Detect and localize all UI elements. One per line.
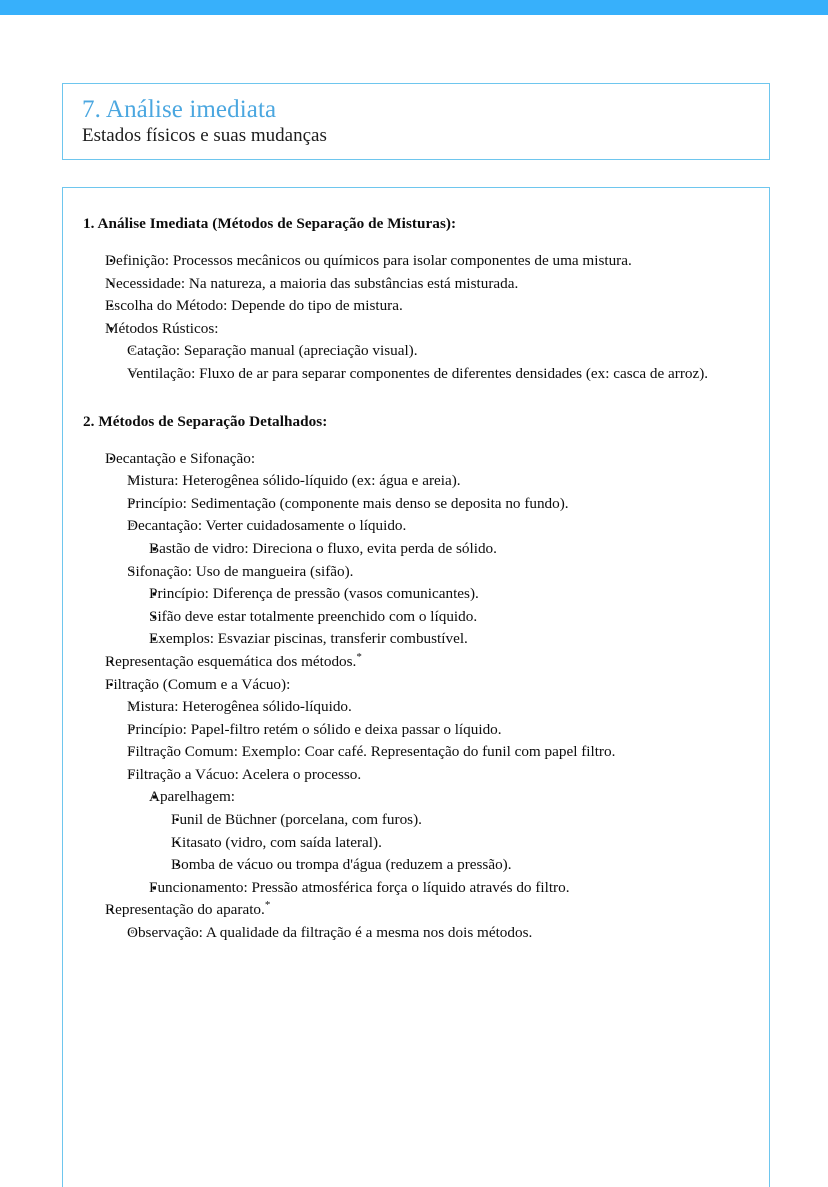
bullet-list-level-2 xyxy=(105,340,749,385)
list-item xyxy=(105,741,749,764)
page-title: 7. Análise imediata xyxy=(82,96,277,123)
list-item-text: ◦ Observação: A qualidade da filtração é a mesma nos dois métodos. xyxy=(127,922,749,945)
list-item xyxy=(83,899,749,944)
list-item xyxy=(127,583,749,606)
list-item xyxy=(105,340,749,363)
list-item-text: • Kitasato (vidro, com saída lateral). xyxy=(171,832,749,855)
list-item-text: ▪ Sifão deve estar totalmente preenchido com o líquido. xyxy=(149,606,749,629)
bullet-list-level-3 xyxy=(127,583,749,651)
bullet-list-level-2 xyxy=(105,470,749,651)
list-item-text: • Representação do aparato.* xyxy=(105,899,749,922)
list-item xyxy=(127,877,749,900)
section-1-heading: 1. Análise Imediata (Métodos de Separação de Misturas): xyxy=(83,215,457,232)
list-item xyxy=(83,295,749,318)
section-1-list xyxy=(83,250,749,386)
list-item-text: ▪ Exemplos: Esvaziar piscinas, transferir combustível. xyxy=(149,628,749,651)
list-item-text: • Filtração (Comum e a Vácuo): xyxy=(105,674,749,697)
bullet-list-level-3 xyxy=(127,786,749,899)
section-2-heading: 2. Métodos de Separação Detalhados: xyxy=(83,412,328,430)
list-item-text: ▪ Funcionamento: Pressão atmosférica força o líquido através do filtro. xyxy=(149,877,749,900)
list-item-text: ◦ Catação: Separação manual (apreciação visual). xyxy=(127,340,749,363)
list-item xyxy=(149,832,749,855)
list-item xyxy=(127,538,749,561)
bullet-list-level-2 xyxy=(105,696,749,899)
page-subtitle: Estados físicos e suas mudanças xyxy=(82,125,327,146)
list-item-text: ◦ Filtração Comum: Exemplo: Coar café. Representação do funil com papel filtro. xyxy=(127,741,749,764)
list-item xyxy=(105,561,749,651)
list-item-text: ◦ Mistura: Heterogênea sólido-líquido (ex: água e areia). xyxy=(127,470,749,493)
list-item-text: • Escolha do Método: Depende do tipo de mistura. xyxy=(105,295,749,318)
list-item-text: ◦ Princípio: Sedimentação (componente mais denso se deposita no fundo). xyxy=(127,493,749,516)
list-item-text: ▪ Princípio: Diferença de pressão (vasos comunicantes). xyxy=(149,583,749,606)
list-item xyxy=(149,854,749,877)
title-box xyxy=(62,83,770,160)
list-item-text: • Bomba de vácuo ou trompa d'água (reduzem a pressão). xyxy=(171,854,749,877)
list-item-text: ◦ Sifonação: Uso de mangueira (sifão). xyxy=(127,561,749,584)
list-item xyxy=(83,250,749,273)
bullet-list-level-3 xyxy=(127,538,749,561)
list-item xyxy=(127,606,749,629)
list-item xyxy=(105,470,749,493)
list-item xyxy=(83,651,749,674)
list-item-text: ◦ Filtração a Vácuo: Acelera o processo. xyxy=(127,764,749,787)
list-item xyxy=(105,764,749,900)
list-item xyxy=(105,515,749,560)
list-item xyxy=(105,922,749,945)
list-item-text: ◦ Mistura: Heterogênea sólido-líquido. xyxy=(127,696,749,719)
list-item-text: • Decantação e Sifonação: xyxy=(105,448,749,471)
list-item xyxy=(83,448,749,651)
footnote-marker: * xyxy=(264,899,271,912)
list-item-text: • Funil de Büchner (porcelana, com furos). xyxy=(171,809,749,832)
list-item xyxy=(83,273,749,296)
footnote-marker: * xyxy=(356,650,362,663)
top-accent-bar xyxy=(0,0,828,15)
list-item xyxy=(127,786,749,876)
list-item-text: ◦ Decantação: Verter cuidadosamente o líquido. xyxy=(127,515,749,538)
bullet-list-level-2 xyxy=(105,922,749,945)
list-item-text: • Métodos Rústicos: xyxy=(105,318,749,341)
content-body xyxy=(63,188,769,945)
list-item-text: ◦ Ventilação: Fluxo de ar para separar componentes de diferentes densidades (ex: casca de arroz). xyxy=(127,363,749,386)
list-item-text: • Definição: Processos mecânicos ou químicos para isolar componentes de uma mistura. xyxy=(105,250,749,273)
list-item xyxy=(105,363,749,386)
section-2-list xyxy=(83,448,749,945)
document-page xyxy=(0,15,828,1171)
list-item xyxy=(127,628,749,651)
bullet-list-level-4 xyxy=(149,809,749,877)
list-item xyxy=(83,674,749,900)
list-item xyxy=(149,809,749,832)
list-item xyxy=(105,696,749,719)
title-box-inner xyxy=(63,84,769,148)
list-item xyxy=(83,318,749,386)
list-item-text: ◦ Princípio: Papel-filtro retém o sólido e deixa passar o líquido. xyxy=(127,719,749,742)
content-box xyxy=(62,187,770,1187)
list-item xyxy=(105,493,749,516)
list-item-text: • Representação esquemática dos métodos.* xyxy=(105,651,749,674)
list-item-text: • Necessidade: Na natureza, a maioria das substâncias está misturada. xyxy=(105,273,749,296)
list-item-text: ▪ Bastão de vidro: Direciona o fluxo, evita perda de sólido. xyxy=(149,538,749,561)
list-item xyxy=(105,719,749,742)
list-item-text: ▪ Aparelhagem: xyxy=(149,786,749,809)
